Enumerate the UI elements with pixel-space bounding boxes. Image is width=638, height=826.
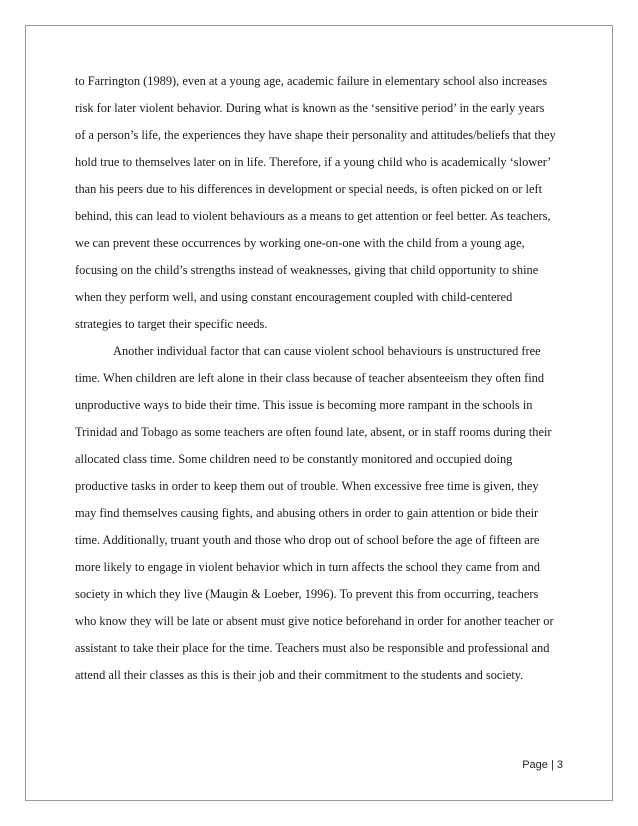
text-line: hold true to themselves later on in life. Therefore, if a young child who is academically ‘slower’ <box>75 155 552 169</box>
text-line: to Farrington (1989), even at a young age, academic failure in elementary school also increases <box>75 74 548 88</box>
text-line: we can prevent these occurrences by working one-on-one with the child from a young age, <box>75 236 525 250</box>
text-line: behind, this can lead to violent behaviours as a means to get attention or feel better. As teachers, <box>75 209 551 223</box>
text-line: strategies to target their specific needs. <box>75 317 268 331</box>
page-number: Page | 3 <box>522 759 563 771</box>
text-line: Trinidad and Tobago as some teachers are often found late, absent, or in staff rooms during their <box>75 425 552 439</box>
text-line: of a person’s life, the experiences they have shape their personality and attitudes/beliefs that they <box>75 128 556 142</box>
paragraph-1 <box>75 68 571 338</box>
text-line: society in which they live (Maugin & Loeber, 1996). To prevent this from occurring, teachers <box>75 587 539 601</box>
text-line: more likely to engage in violent behavior which in turn affects the school they came from and <box>75 560 540 574</box>
paragraph-2 <box>75 338 571 689</box>
text-line: when they perform well, and using constant encouragement coupled with child-centered <box>75 290 513 304</box>
text-line: time. When children are left alone in their class because of teacher absenteeism they often find <box>75 371 545 385</box>
text-line: Another individual factor that can cause violent school behaviours is unstructured free <box>113 344 541 358</box>
text-line: unproductive ways to bide their time. This issue is becoming more rampant in the schools in <box>75 398 533 412</box>
text-line: time. Additionally, truant youth and those who drop out of school before the age of fifteen are <box>75 533 540 547</box>
text-line: productive tasks in order to keep them out of trouble. When excessive free time is given, they <box>75 479 539 493</box>
text-line: attend all their classes as this is their job and their commitment to the students and society. <box>75 668 524 682</box>
text-line: focusing on the child’s strengths instead of weaknesses, giving that child opportunity to shine <box>75 263 539 277</box>
text-line: may find themselves causing fights, and abusing others in order to gain attention or bide their <box>75 506 539 520</box>
document-body <box>75 68 571 689</box>
text-line: than his peers due to his differences in development or special needs, is often picked on or left <box>75 182 543 196</box>
text-line: who know they will be late or absent must give notice beforehand in order for another teacher or <box>75 614 554 628</box>
text-line: risk for later violent behavior. During what is known as the ‘sensitive period’ in the early years <box>75 101 545 115</box>
text-line: assistant to take their place for the time. Teachers must also be responsible and professional and <box>75 641 550 655</box>
text-line: allocated class time. Some children need to be constantly monitored and occupied doing <box>75 452 513 466</box>
